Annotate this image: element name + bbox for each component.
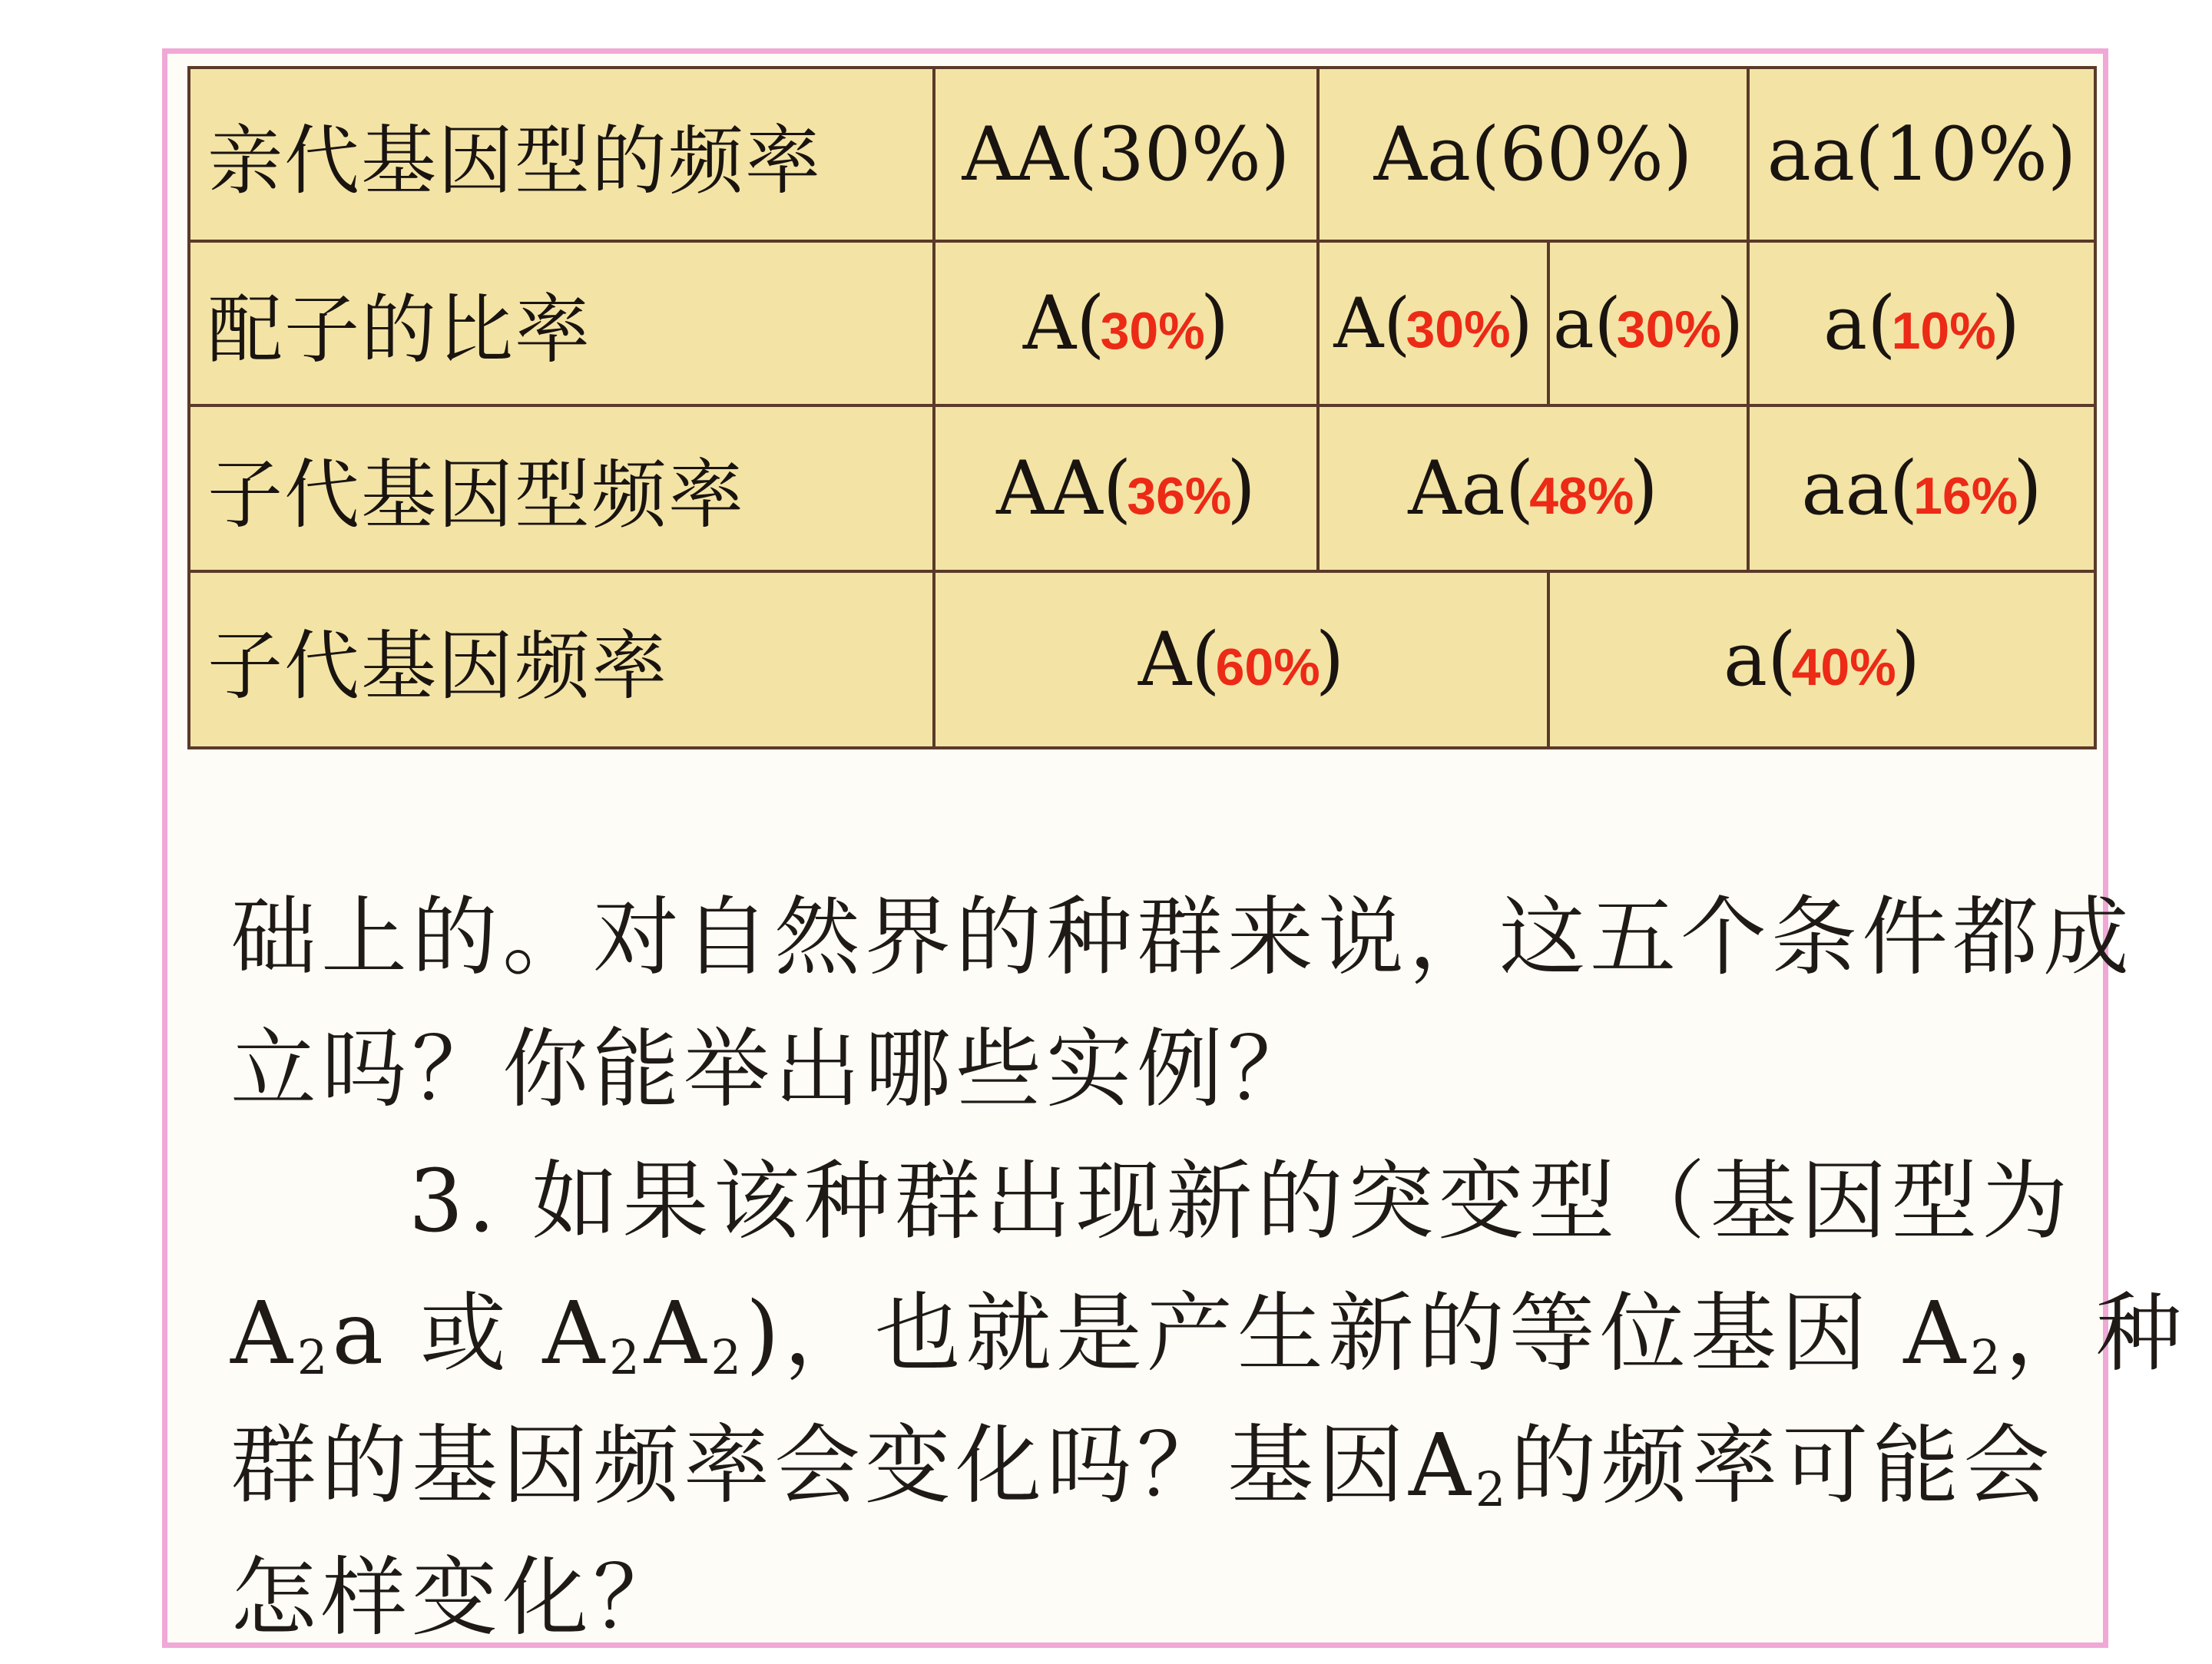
cell-offspring-a: a(40%) [1548, 571, 2095, 748]
cell-offspring-Aa: Aa(48%) [1318, 405, 1748, 571]
cell-offspring-A: A(60%) [934, 571, 1548, 748]
cell-offspring-aa: aa(16%) [1748, 405, 2095, 571]
table-row-offspring-genotype [189, 405, 2095, 571]
text-line: 础上的。对自然界的种群来说，这五个条件都成 [230, 888, 2134, 987]
cell-gamete-A-from-Aa: A(30%) [1318, 241, 1548, 405]
red-annotation: 30% [1616, 299, 1721, 359]
table-row-parent-genotype [189, 68, 2095, 241]
row-label: 配子的比率 [189, 241, 934, 405]
question-text [230, 872, 2187, 1664]
red-annotation: 40% [1791, 638, 1896, 696]
text-line: 3. 如果该种群出现新的突变型（基因型为 [409, 1152, 2073, 1252]
cell-offspring-AA: AA(36%) [934, 405, 1318, 571]
row-label: 亲代基因型的频率 [189, 68, 934, 241]
red-annotation: 30% [1100, 302, 1205, 360]
text-line: 怎样变化？ [230, 1548, 684, 1648]
red-annotation: 48% [1529, 467, 1634, 525]
cell-AA: AA(30%) [934, 68, 1318, 241]
red-annotation: 60% [1215, 638, 1320, 696]
cell-gamete-A-from-AA: A(30%) [934, 241, 1318, 405]
text-line: 立吗？你能举出哪些实例？ [230, 1020, 1318, 1120]
table-row-offspring-gene [189, 571, 2095, 748]
text-line: $A_2a$ 或 $A_2A_2$)，也就是产生新的等位基因 $A_2$，种 [230, 1284, 2187, 1385]
text-line: 群的基因频率会变化吗？基因$A_2$的频率可能会 [230, 1416, 2055, 1517]
red-annotation: 10% [1891, 302, 1996, 360]
row-label: 子代基因型频率 [189, 405, 934, 571]
cell-aa: aa(10%) [1748, 68, 2095, 241]
cell-gamete-a-from-Aa: a(30%) [1548, 241, 1748, 405]
table-row-gamete-ratio [189, 241, 2095, 405]
red-annotation: 30% [1406, 299, 1511, 359]
red-annotation: 16% [1913, 467, 2018, 525]
row-label: 子代基因频率 [189, 571, 934, 748]
gene-frequency-table [187, 66, 2097, 749]
cell-Aa: Aa(60%) [1318, 68, 1748, 241]
cell-gamete-a-from-aa: a(10%) [1748, 241, 2095, 405]
red-annotation: 36% [1127, 467, 1232, 525]
